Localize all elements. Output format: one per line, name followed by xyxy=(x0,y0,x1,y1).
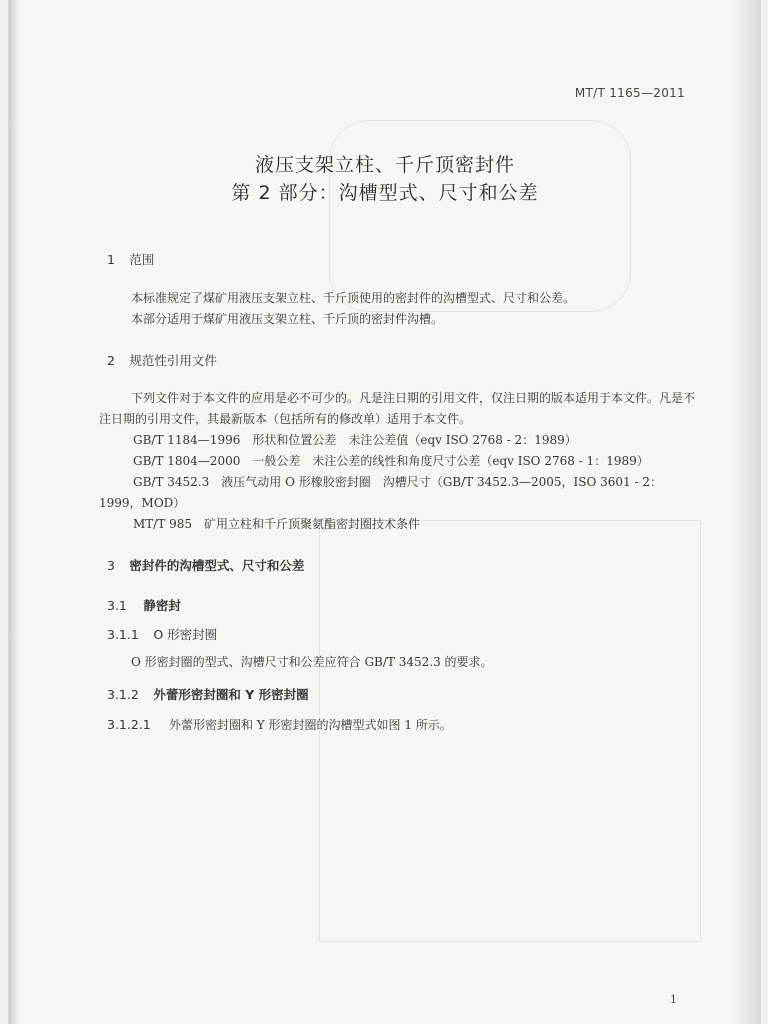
reference-item-2: GB/T 1804—2000 一般公差 未注公差的线性和角度尺寸公差（eqv ISO 2768 - 1：1989） xyxy=(133,454,649,468)
reference-item-3-continued: 1999，MOD） xyxy=(99,496,186,510)
bleed-through-shape xyxy=(329,120,631,312)
section-2-intro: 下列文件对于本文件的应用是必不可少的。凡是注日期的引用文件，仅注日期的版本适用于本文件。凡是不注日期的引用文件，其最新版本（包括所有的修改单）适用于本文件。 xyxy=(99,391,696,426)
section-2-heading xyxy=(107,351,217,369)
reference-item-4: MT/T 985 矿用立柱和千斤顶聚氨酯密封圈技术条件 xyxy=(133,517,421,531)
subsection-number: 3.1.1 xyxy=(107,627,139,642)
reference-item-1: GB/T 1184—1996 形状和位置公差 未注公差值（eqv ISO 2768 - 2：1989） xyxy=(133,433,577,447)
subsection-number: 3.1.2 xyxy=(107,687,139,702)
section-1-heading xyxy=(107,250,154,268)
clause-3-1-2-1 xyxy=(107,716,452,733)
clause-text: 外蕾形密封圈和 Y 形密封圈的沟槽型式如图 1 所示。 xyxy=(168,718,452,732)
clause-number: 3.1.2.1 xyxy=(107,717,151,732)
subsection-title: 静密封 xyxy=(143,598,181,613)
document-title-line-1: 液压支架立柱、千斤顶密封件 xyxy=(254,154,515,176)
section-title: 范围 xyxy=(129,252,155,267)
section-title: 密封件的沟槽型式、尺寸和公差 xyxy=(129,558,305,573)
section-1-paragraph-1: 本标准规定了煤矿用液压支架立柱、千斤顶使用的密封件的沟槽型式、尺寸和公差。 xyxy=(131,291,576,305)
section-number: 3 xyxy=(107,558,115,573)
subsection-3-1-heading xyxy=(107,596,181,614)
page-number: 1 xyxy=(670,993,677,1006)
section-title: 规范性引用文件 xyxy=(129,353,217,368)
section-1-paragraph-2: 本部分适用于煤矿用液压支架立柱、千斤顶的密封件沟槽。 xyxy=(131,312,444,326)
reference-item-3: GB/T 3452.3 液压气动用 O 形橡胶密封圈 沟槽尺寸（GB/T 3452.3—2005，ISO 3601 - 2： xyxy=(133,475,662,489)
subsection-title: 外蕾形密封圈和 Y 形密封圈 xyxy=(153,687,309,702)
subsection-number: 3.1 xyxy=(107,598,127,613)
subsection-3-1-2-heading xyxy=(107,685,309,703)
section-3-heading xyxy=(107,556,304,574)
document-title-line-2: 第 2 部分：沟槽型式、尺寸和公差 xyxy=(231,182,539,204)
standard-code: MT/T 1165—2011 xyxy=(574,86,685,100)
subsection-title: O 形密封圈 xyxy=(153,627,218,642)
subsection-3-1-1-text: O 形密封圈的型式、沟槽尺寸和公差应符合 GB/T 3452.3 的要求。 xyxy=(131,655,493,669)
section-number: 2 xyxy=(107,353,115,368)
document-page xyxy=(8,0,761,1024)
section-number: 1 xyxy=(107,252,115,267)
subsection-3-1-1-heading xyxy=(107,625,217,643)
